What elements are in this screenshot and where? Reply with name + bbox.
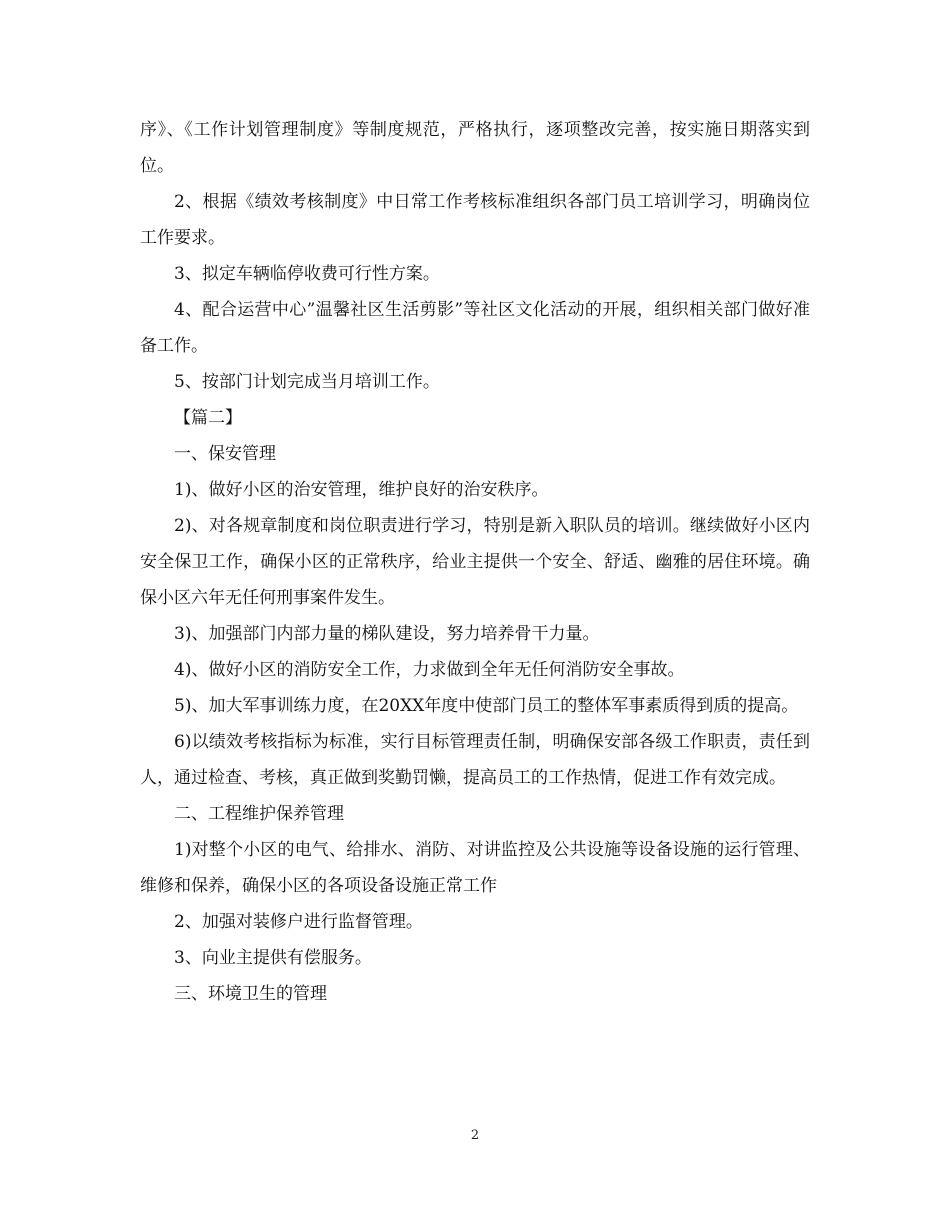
paragraph: 1)对整个小区的电气、给排水、消防、对讲监控及公共设施等设备设施的运行管理、维修和保养，确保小区的各项设备设施正常工作	[140, 840, 810, 896]
paragraph: 2、加强对装修户进行监督管理。	[174, 912, 423, 932]
paragraph: 4)、做好小区的消防安全工作，力求做到全年无任何消防安全事故。	[174, 660, 685, 680]
paragraph: 3、拟定车辆临停收费可行性方案。	[174, 264, 440, 284]
section-heading: 二、工程维护保养管理	[174, 804, 344, 824]
paragraph: 6)以绩效考核指标为标准，实行目标管理责任制，明确保安部各级工作职责，责任到人，通过检查、考核，真正做到奖勤罚懒，提高员工的工作热情，促进工作有效完成。	[140, 732, 810, 788]
paragraph: 序》、《工作计划管理制度》等制度规范，严格执行，逐项整改完善，按实施日期落实到位。	[140, 120, 810, 176]
page-number: 2	[470, 1128, 480, 1143]
paragraph: 3、向业主提供有偿服务。	[174, 948, 372, 968]
paragraph: 4、配合运营中心”温馨社区生活剪影”等社区文化活动的开展，组织相关部门做好准备工作。	[140, 300, 810, 356]
section-heading: 【篇二】	[174, 408, 242, 428]
paragraph: 5、按部门计划完成当月培训工作。	[174, 372, 440, 392]
paragraph: 2)、对各规章制度和岗位职责进行学习，特别是新入职队员的培训。继续做好小区内安全保卫工作，确保小区的正常秩序，给业主提供一个安全、舒适、幽雅的居住环境。确保小区六年无任何刑事案件发生。	[140, 516, 810, 608]
paragraph: 5)、加大军事训练力度，在20XX年度中使部门员工的整体军事素质得到质的提高。	[174, 696, 799, 716]
paragraph: 2、根据《绩效考核制度》中日常工作考核标准组织各部门员工培训学习，明确岗位工作要求。	[140, 192, 810, 248]
paragraph: 3)、加强部门内部力量的梯队建设，努力培养骨干力量。	[174, 624, 600, 644]
section-heading: 一、保安管理	[174, 444, 276, 464]
paragraph: 1)、做好小区的治安管理，维护良好的治安秩序。	[174, 480, 549, 500]
section-heading: 三、环境卫生的管理	[174, 984, 327, 1004]
document-body	[140, 112, 810, 1012]
